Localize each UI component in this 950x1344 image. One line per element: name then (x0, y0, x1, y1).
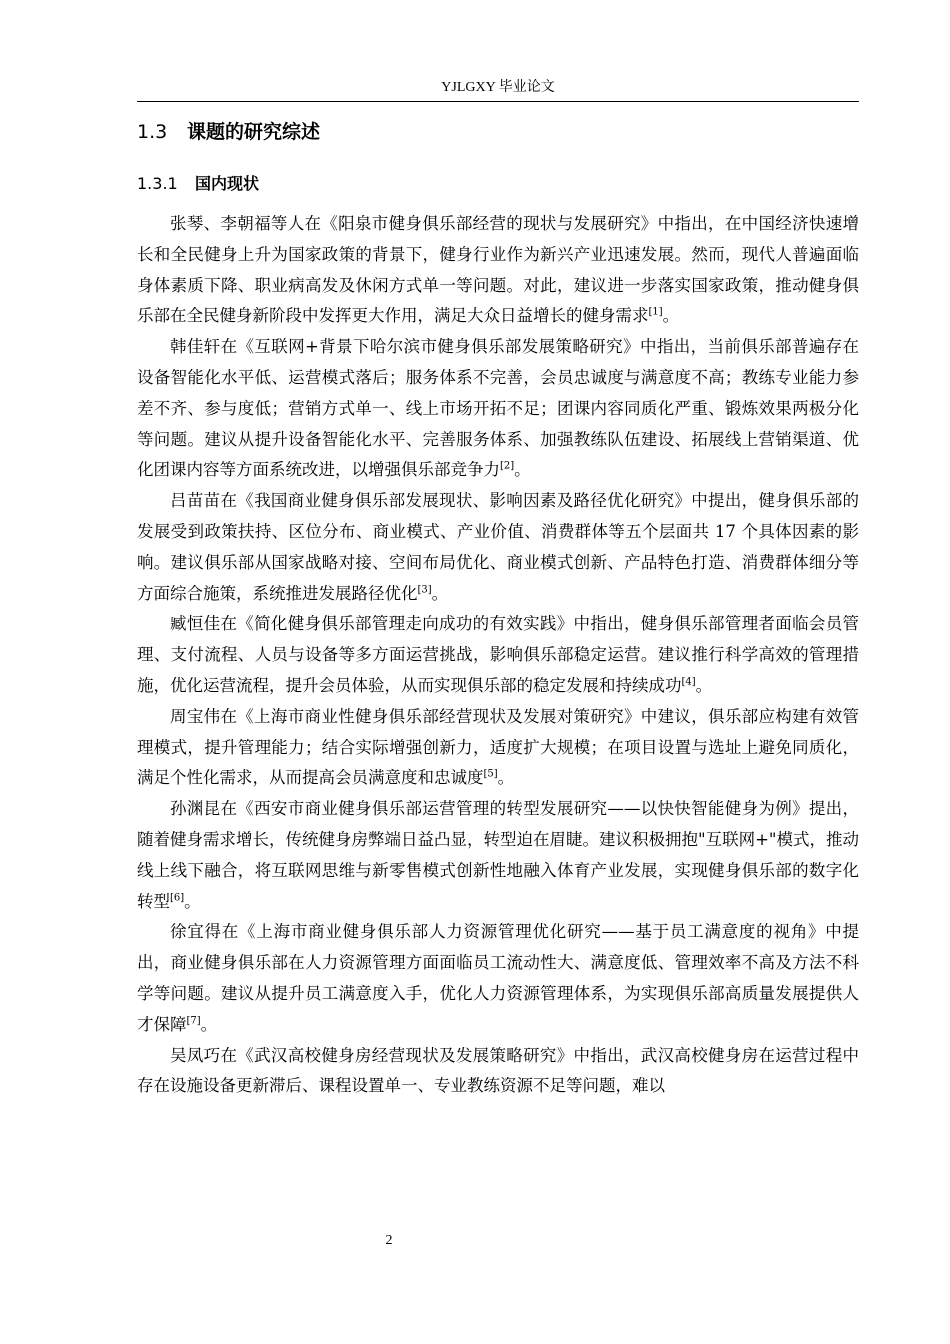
paragraph-end: 。 (200, 1014, 218, 1034)
paragraph (137, 609, 859, 701)
subsection-title: 国内现状 (195, 174, 260, 193)
paragraph (137, 209, 859, 332)
citation-ref: [4] (681, 676, 696, 688)
header-rule (137, 101, 859, 102)
body-text (137, 209, 859, 1102)
paragraph-text: 吴凤巧在《武汉高校健身房经营现状及发展策略研究》中指出，武汉高校健身房在运营过程中存在设施设备更新滞后、课程设置单一、专业教练资源不足等问题，难以 (137, 1045, 859, 1096)
citation-ref: [6] (170, 892, 185, 904)
page-number: 2 (385, 1233, 393, 1248)
paragraph (137, 917, 859, 1040)
paragraph-text: 臧恒佳在《简化健身俱乐部管理走向成功的有效实践》中指出，健身俱乐部管理者面临会员管理、支付流程、人员与设备等多方面运营挑战，影响俱乐部稳定运营。建议推行科学高效的管理措施，优化运营流程，提升会员体验，从而实现俱乐部的稳定发展和持续成功 (137, 614, 859, 695)
paragraph-end: 。 (662, 306, 680, 326)
subsection-number: 1.3.1 (137, 174, 178, 193)
paragraph-end: 。 (514, 460, 531, 480)
section-heading (137, 118, 320, 146)
paragraph-text: 孙渊昆在《西安市商业健身俱乐部运营管理的转型发展研究——以快快智能健身为例》提出，随着健身需求增长，传统健身房弊端日益凸显，转型迫在眉睫。建议积极拥抱"互联网+"模式，推动线上线下融合，将互联网思维与新零售模式创新性地融入体育产业发展，实现健身俱乐部的数字化转型 (137, 799, 860, 911)
section-title: 课题的研究综述 (187, 121, 321, 143)
paragraph-text: 韩佳轩在《互联网+背景下哈尔滨市健身俱乐部发展策略研究》中指出，当前俱乐部普遍存在设备智能化水平低、运营模式落后；服务体系不完善，会员忠诚度与满意度不高；教练专业能力参差不齐、参与度低；营销方式单一、线上市场开拓不足；团课内容同质化严重、锻炼效果两极分化等问题。建议从提升设备智能化水平、完善服务体系、加强教练队伍建设、拓展线上营销渠道、优化团课内容等方面系统改进，以增强俱乐部竞争力 (137, 337, 859, 480)
paragraph (137, 794, 859, 917)
paragraph (137, 702, 859, 794)
paragraph-end: 。 (431, 583, 449, 603)
paragraph-text: 吕苗苗在《我国商业健身俱乐部发展现状、影响因素及路径优化研究》中提出，健身俱乐部的发展受到政策扶持、区位分布、商业模式、产业价值、消费群体等五个层面共 17 个具体因素的影响。建议俱乐部从国家战略对接、空间布局优化、商业模式创新、产品特色打造、消费群体细分等方面综合施策，系统推进发展路径优化 (137, 491, 859, 603)
subsection-heading (137, 171, 259, 197)
section-number: 1.3 (137, 121, 168, 143)
paragraph (137, 332, 859, 486)
paragraph-text: 张琴、李朝福等人在《阳泉市健身俱乐部经营的现状与发展研究》中指出，在中国经济快速增长和全民健身上升为国家政策的背景下，健身行业作为新兴产业迅速发展。然而，现代人普遍面临身体素质下降、职业病高发及休闲方式单一等问题。对此，建议进一步落实国家政策，推动健身俱乐部在全民健身新阶段中发挥更大作用，满足大众日益增长的健身需求 (137, 214, 859, 326)
paragraph (137, 486, 859, 609)
paragraph-end: 。 (695, 675, 713, 695)
citation-ref: [5] (483, 768, 498, 780)
paragraph-end: 。 (497, 768, 515, 788)
citation-ref: [1] (648, 306, 663, 318)
citation-ref: [2] (500, 460, 515, 472)
paragraph-text: 徐宜得在《上海市商业健身俱乐部人力资源管理优化研究——基于员工满意度的视角》中提出，商业健身俱乐部在人力资源管理方面面临员工流动性大、满意度低、管理效率不高及方法不科学等问题。建议从提升员工满意度入手，优化人力资源管理体系，为实现俱乐部高质量发展提供人才保障 (137, 922, 859, 1034)
citation-ref: [7] (186, 1015, 201, 1027)
running-header: YJLGXY 毕业论文 (441, 80, 555, 95)
paragraph (137, 1041, 859, 1103)
paragraph-text: 周宝伟在《上海市商业性健身俱乐部经营现状及发展对策研究》中建议，俱乐部应构建有效管理模式，提升管理能力；结合实际增强创新力，适度扩大规模；在项目设置与选址上避免同质化，满足个性化需求，从而提高会员满意度和忠诚度 (137, 706, 859, 788)
paragraph-end: 。 (184, 891, 201, 911)
citation-ref: [3] (417, 584, 432, 596)
